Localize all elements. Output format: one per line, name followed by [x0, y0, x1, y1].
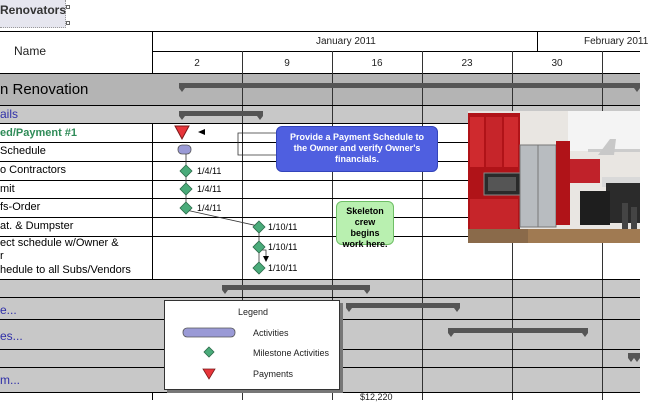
task-name-summary-m[interactable]: m...: [0, 373, 20, 387]
legend-payments-label: Payments: [253, 369, 294, 379]
month-label-feb: February 2011: [584, 36, 648, 47]
milestone-diamond-icon[interactable]: [253, 241, 265, 253]
milestone-date: 1/10/11: [268, 242, 298, 252]
milestone-diamond-icon[interactable]: [180, 202, 192, 214]
milestone-date: 1/10/11: [268, 222, 298, 232]
day-label: 2: [194, 58, 200, 69]
cost-value: $12,220: [360, 392, 393, 402]
legend-milestone-diamond-icon: [204, 347, 214, 357]
legend-milestones-label: Milestone Activities: [253, 348, 330, 358]
task-name-schedule[interactable]: Schedule: [0, 145, 46, 157]
milestone-date: 1/4/11: [197, 203, 222, 213]
kitchen-photo[interactable]: [468, 111, 640, 243]
task-name-contractors[interactable]: o Contractors: [0, 164, 67, 176]
milestone-date: 1/10/11: [268, 263, 298, 273]
day-label: 23: [461, 58, 473, 69]
legend-activities-label: Activities: [253, 328, 289, 338]
tab-label: Renovators: [0, 3, 67, 17]
day-label: 16: [371, 58, 383, 69]
milestone-diamond-icon[interactable]: [180, 183, 192, 195]
milestone-diamond-icon[interactable]: [253, 262, 265, 274]
activity-bar-icon[interactable]: [178, 145, 191, 154]
kitchen-image: [468, 111, 640, 243]
task-name-renovation[interactable]: n Renovation: [0, 81, 89, 98]
legend-payment-triangle-icon: [203, 369, 215, 379]
payment-schedule-callout[interactable]: Provide a Payment Schedule to the Owner and verify Owner's financials.: [276, 126, 438, 172]
arrow-head-icon: [198, 129, 205, 135]
legend-title: Legend: [237, 307, 269, 317]
legend-activity-bar-icon: [183, 328, 235, 337]
month-label-jan: January 2011: [316, 36, 376, 47]
arrow-head-icon: [263, 256, 269, 262]
day-label: 30: [551, 58, 563, 69]
task-name-dumpster[interactable]: at. & Dumpster: [0, 220, 74, 232]
task-name-order[interactable]: fs-Order: [0, 201, 41, 213]
milestone-date: 1/4/11: [197, 184, 222, 194]
milestone-date: 1/4/11: [197, 166, 222, 176]
task-name-summary-es[interactable]: es...: [0, 329, 23, 343]
task-name-permit[interactable]: mit: [0, 183, 15, 195]
skeleton-crew-callout[interactable]: Skeleton crew begins work here.: [336, 201, 394, 245]
day-label: 9: [284, 58, 290, 69]
payment-triangle-icon[interactable]: [175, 126, 189, 139]
task-name-payment-1[interactable]: ed/Payment #1: [0, 127, 78, 139]
milestone-diamond-icon[interactable]: [180, 165, 192, 177]
milestone-diamond-icon[interactable]: [253, 221, 265, 233]
task-name-schedule-subs[interactable]: hedule to all Subs/Vendors: [0, 264, 131, 276]
task-name-project-schedule-cont[interactable]: r: [0, 250, 4, 262]
task-name-project-schedule[interactable]: ect schedule w/Owner &: [0, 237, 119, 249]
task-name-details[interactable]: ails: [0, 107, 19, 121]
legend-box: [164, 300, 340, 390]
name-column-header[interactable]: Name: [14, 44, 47, 58]
task-name-summary-e[interactable]: e...: [0, 303, 17, 317]
